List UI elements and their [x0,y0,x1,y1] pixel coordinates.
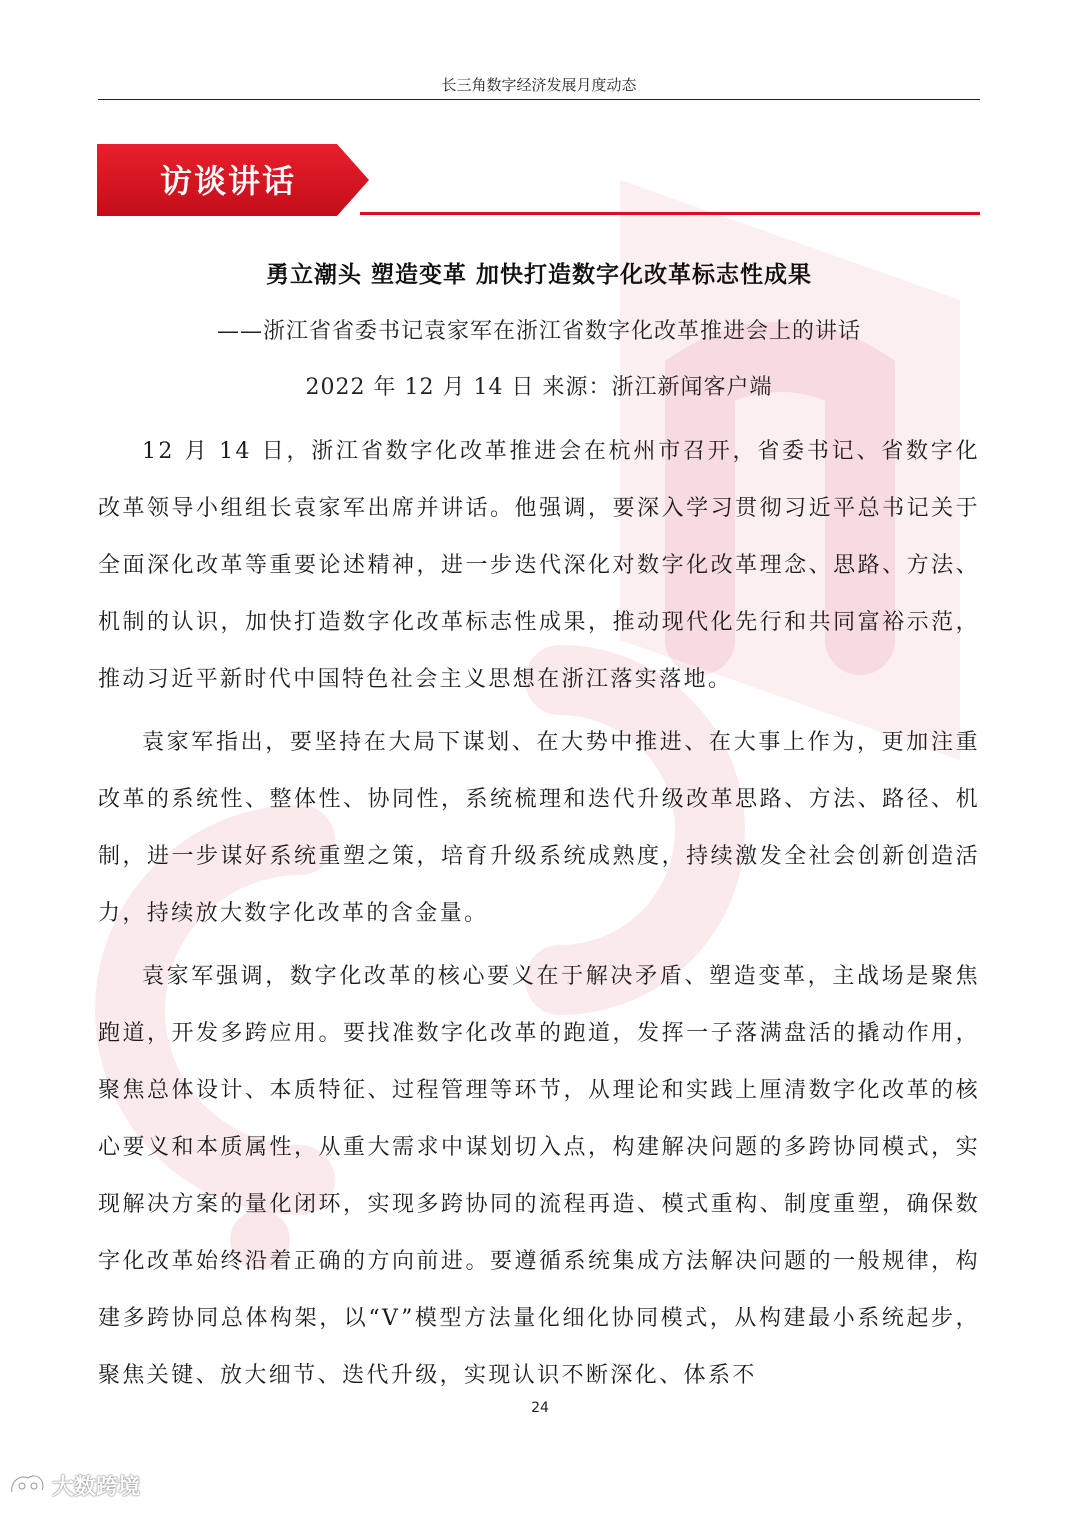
article-title: 勇立潮头 塑造变革 加快打造数字化改革标志性成果 [265,262,812,288]
article-subtitle: ——浙江省省委书记袁家军在浙江省数字化改革推进会上的讲话 [216,319,861,344]
header-rule [98,99,980,100]
section-rule [360,212,980,215]
brand-logo-icon [8,1470,48,1500]
brand-watermark [8,1468,140,1502]
paragraph: 12 月 14 日，浙江省数字化改革推进会在杭州市召开，省委书记、省数字化改革领导小组组长袁家军出席并讲话。他强调，要深入学习贯彻习近平总书记关于全面深化改革等重要论述精神，进一步迭代深化对数字化改革理念、思路、方法、机制的认识，加快打造数字化改革标志性成果，推动现代化先行和共同富裕示范，推动习近平新时代中国特色社会主义思想在浙江落实落地。 [98,439,980,692]
paragraph: 袁家军指出，要坚持在大局下谋划、在大势中推进、在大事上作为，更加注重改革的系统性、整体性、协同性，系统梳理和迭代升级改革思路、方法、路径、机制，进一步谋好系统重塑之策，培育升级系统成熟度，持续激发全社会创新创造活力，持续放大数字化改革的含金量。 [98,730,980,926]
running-header-title: 长三角数字经济发展月度动态 [441,76,637,94]
brand-text: 大数跨境 [52,1474,141,1500]
article-meta: 2022 年 12 月 14 日 来源：浙江新闻客户端 [305,375,773,400]
article-body [98,423,980,1410]
page-number: 24 [531,1400,549,1416]
paragraph: 袁家军强调，数字化改革的核心要义在于解决矛盾、塑造变革，主战场是聚焦跑道，开发多跨应用。要找准数字化改革的跑道，发挥一子落满盘活的撬动作用，聚焦总体设计、本质特征、过程管理等环节，从理论和实践上厘清数字化改革的核心要义和本质属性，从重大需求中谋划切入点，构建解决问题的多跨协同模式，实现解决方案的量化闭环，实现多跨协同的流程再造、模式重构、制度重塑，确保数字化改革始终沿着正确的方向前进。要遵循系统集成方法解决问题的一般规律，构建多跨协同总体构架，以“V”模型方法量化细化协同模式，从构建最小系统起步，聚焦关键、放大细节、迭代升级，实现认识不断深化、体系不 [98,964,980,1388]
section-banner-label: 访谈讲话 [160,162,297,200]
